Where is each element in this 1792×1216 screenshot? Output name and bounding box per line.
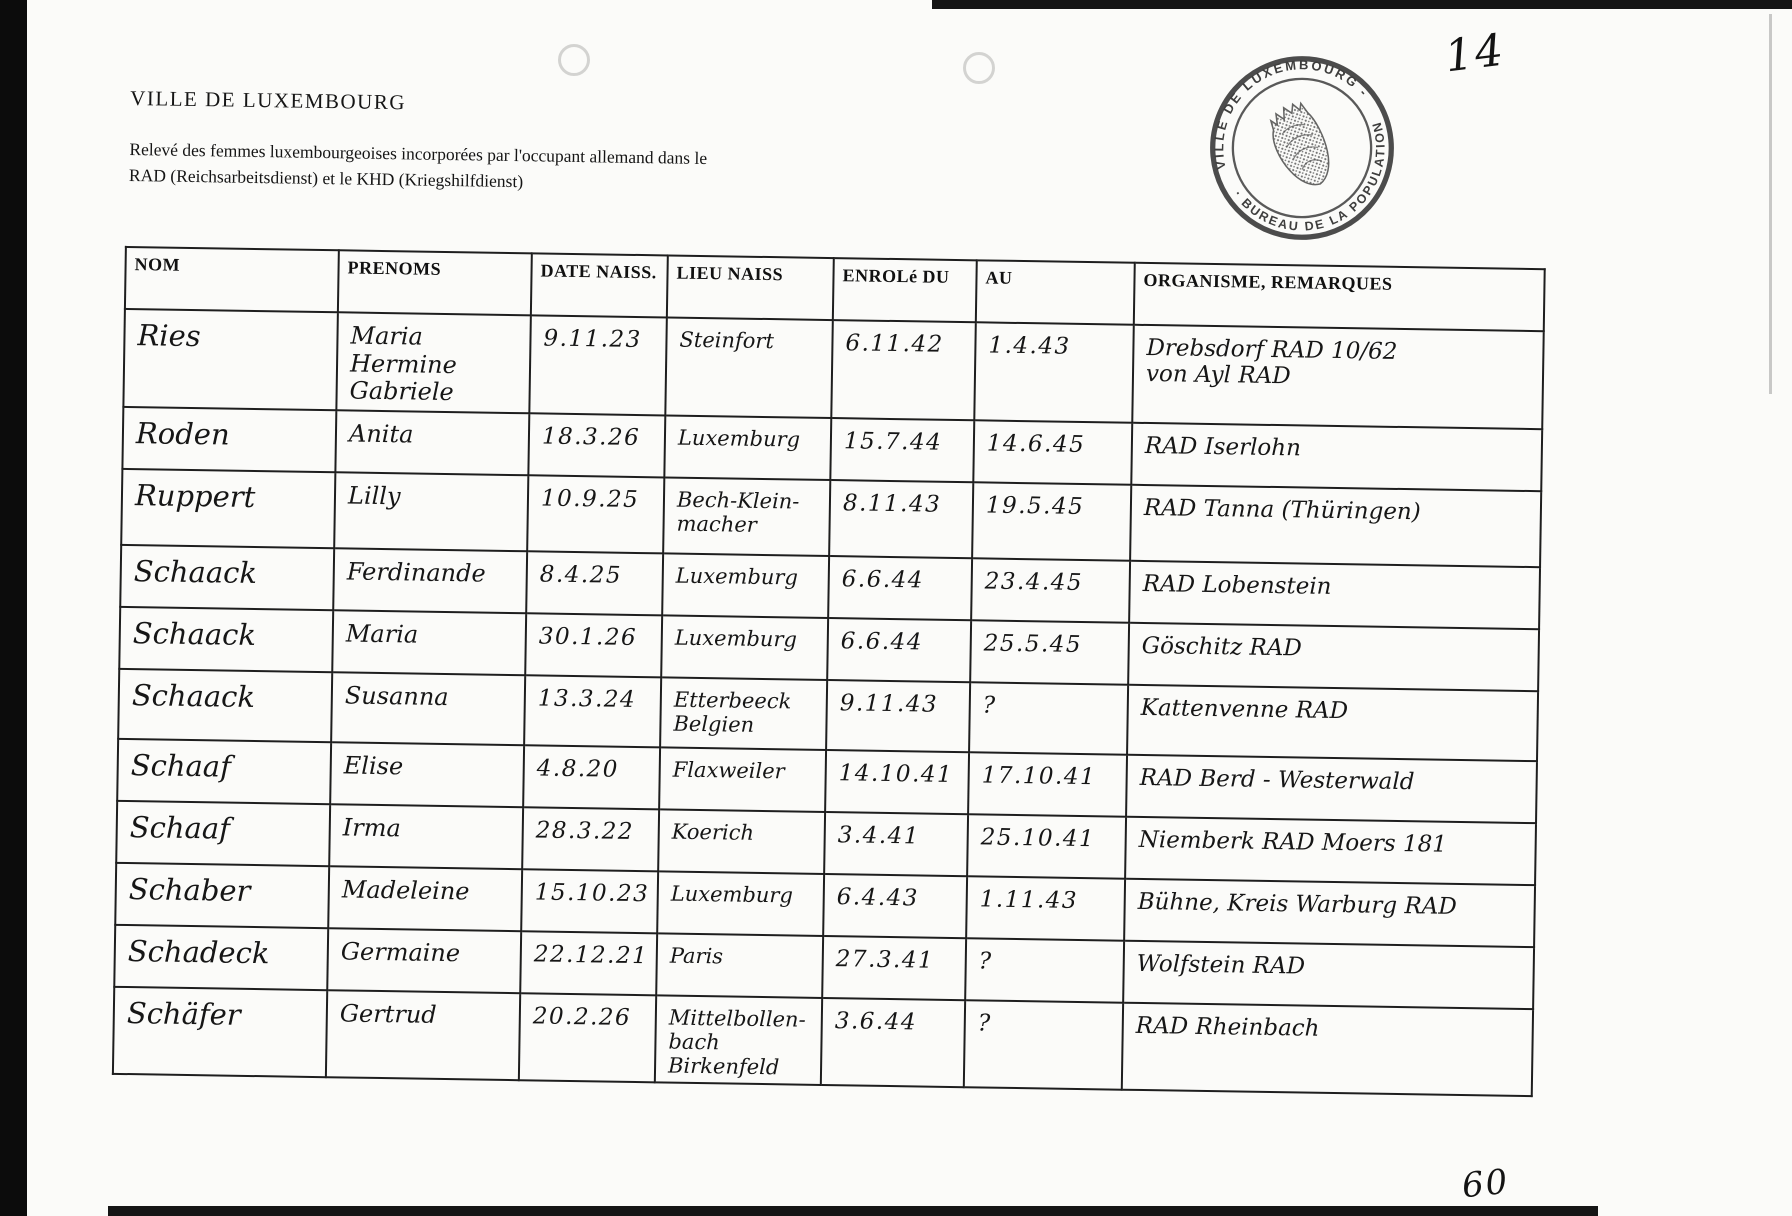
cell-enrole_du: 6.6.44 [827,618,971,682]
cell-organisme: RAD Lobenstein [1129,561,1540,629]
cell-nom: Schäfer [113,987,327,1078]
cell-prenoms: Elise [330,742,524,807]
cell-enrole_du: 14.10.41 [825,750,969,814]
cell-organisme: Bühne, Kreis Warburg RAD [1124,878,1535,946]
cell-lieu_naiss: Koerich [658,809,825,874]
sheet-number-top: 14 [1442,24,1508,83]
stamp-group [1206,52,1398,244]
column-header-organisme: ORGANISME, REMARQUES [1134,263,1545,331]
cell-au: ? [964,1000,1123,1090]
cell-lieu_naiss: Luxemburg [662,553,829,618]
cell-organisme: Niemberk RAD Moers 181 [1125,816,1536,884]
cell-date_naiss: 9.11.23 [529,315,667,415]
cell-date_naiss: 4.8.20 [523,745,660,809]
cell-nom: Schaaf [117,739,331,804]
scan-edge-left [0,0,27,1216]
cell-date_naiss: 15.10.23 [521,869,658,933]
stamp-text-top: VILLE DE LUXEMBOURG - [1211,57,1373,171]
cell-prenoms: Ferdinande [333,548,527,613]
cell-prenoms: Irma [329,804,523,869]
cell-lieu_naiss: Flaxweiler [659,747,826,812]
cell-prenoms: Susanna [331,672,525,745]
register-table [112,246,1546,1097]
column-header-au: AU [976,260,1135,324]
cell-nom: Roden [122,407,336,472]
cell-au: ? [965,938,1124,1002]
table-body [113,309,1544,1096]
cell-prenoms: Lilly [334,472,528,551]
cell-lieu_naiss: Steinfort [665,317,833,417]
cell-nom: Schaber [115,863,329,928]
cell-prenoms: Madeleine [328,866,522,931]
cell-organisme: RAD Iserlohn [1131,423,1542,491]
column-header-date_naiss: DATE NAISS. [531,253,668,317]
cell-lieu_naiss: Paris [656,933,823,998]
cell-au: 23.4.45 [971,558,1130,622]
cell-lieu_naiss: Etterbeeck Belgien [660,677,827,750]
cell-au: 25.5.45 [970,620,1129,684]
cell-enrole_du: 6.11.42 [831,320,976,420]
column-header-enrole_du: ENROLé DU [833,258,977,322]
scan-edge-top [932,0,1792,9]
punch-hole-left [558,44,590,76]
document-subtitle [129,136,707,198]
cell-enrole_du: 8.11.43 [829,480,973,558]
document-title: VILLE DE LUXEMBOURG [130,85,407,115]
cell-date_naiss: 18.3.26 [528,413,665,477]
cell-au: 1.11.43 [966,876,1125,940]
cell-organisme: RAD Rheinbach [1122,1002,1533,1096]
cell-date_naiss: 30.1.26 [525,613,662,677]
cell-nom: Ries [123,309,338,410]
scan-edge-right [1769,14,1772,394]
document-subtitle-line2: RAD (Reichsarbeitsdienst) et le KHD (Kriegshilfdienst) [128,165,524,192]
sheet-number-bottom: 60 [1460,1161,1512,1207]
cell-prenoms: Gertrud [326,990,520,1080]
cell-lieu_naiss: Mittelbollen- bach Birkenfeld [655,995,822,1085]
cell-au: 1.4.43 [974,322,1134,422]
cell-lieu_naiss: Luxemburg [661,615,828,680]
cell-nom: Schaack [118,669,332,742]
cell-au: ? [969,682,1128,754]
cell-date_naiss: 10.9.25 [527,475,664,553]
cell-nom: Schaaf [116,801,330,866]
cell-organisme: Kattenvenne RAD [1127,685,1538,761]
cell-enrole_du: 6.4.43 [823,874,967,938]
cell-date_naiss: 22.12.21 [520,931,657,995]
cell-lieu_naiss: Bech-Klein- macher [663,477,830,556]
stamp-crest-icon [1261,98,1342,195]
cell-organisme: Göschitz RAD [1128,623,1539,691]
column-header-nom: NOM [125,247,339,312]
punch-hole-right [963,52,995,84]
cell-au: 25.10.41 [967,814,1126,878]
document-subtitle-line1: Relevé des femmes luxembourgeoises incorporées par l'occupant allemand dans le [129,138,708,169]
cell-au: 17.10.41 [968,752,1127,816]
cell-organisme: RAD Tanna (Thüringen) [1130,485,1541,567]
cell-nom: Schaack [120,545,334,610]
cell-enrole_du: 3.6.44 [821,998,965,1088]
column-header-lieu_naiss: LIEU NAISS [667,255,834,320]
cell-nom: Schadeck [114,925,328,990]
stamp-text-bottom: · BUREAU DE LA POPULATION [1231,118,1388,234]
cell-au: 19.5.45 [972,482,1131,560]
cell-enrole_du: 6.6.44 [828,556,972,620]
cell-organisme: Drebsdorf RAD 10/62 von Ayl RAD [1132,325,1543,429]
cell-nom: Schaack [119,607,333,672]
cell-prenoms: Maria [332,610,526,675]
cell-prenoms: Germaine [327,928,521,993]
cell-lieu_naiss: Luxemburg [657,871,824,936]
cell-enrole_du: 9.11.43 [826,680,970,752]
cell-organisme: Wolfstein RAD [1123,940,1534,1008]
cell-enrole_du: 15.7.44 [830,418,974,482]
cell-date_naiss: 20.2.26 [519,993,656,1083]
bureau-population-stamp [1206,52,1398,244]
cell-prenoms: Anita [335,410,529,475]
column-header-prenoms: PRENOMS [338,250,532,315]
cell-date_naiss: 13.3.24 [524,675,661,747]
cell-date_naiss: 8.4.25 [526,551,663,615]
cell-enrole_du: 27.3.41 [822,936,966,1000]
scan-edge-bottom [108,1206,1598,1216]
cell-organisme: RAD Berd - Westerwald [1126,755,1537,823]
cell-lieu_naiss: Luxemburg [664,415,831,480]
cell-enrole_du: 3.4.41 [824,812,968,876]
cell-nom: Ruppert [121,469,335,548]
cell-prenoms: Maria Hermine Gabriele [336,312,531,413]
cell-au: 14.6.45 [973,420,1132,484]
cell-date_naiss: 28.3.22 [522,807,659,871]
